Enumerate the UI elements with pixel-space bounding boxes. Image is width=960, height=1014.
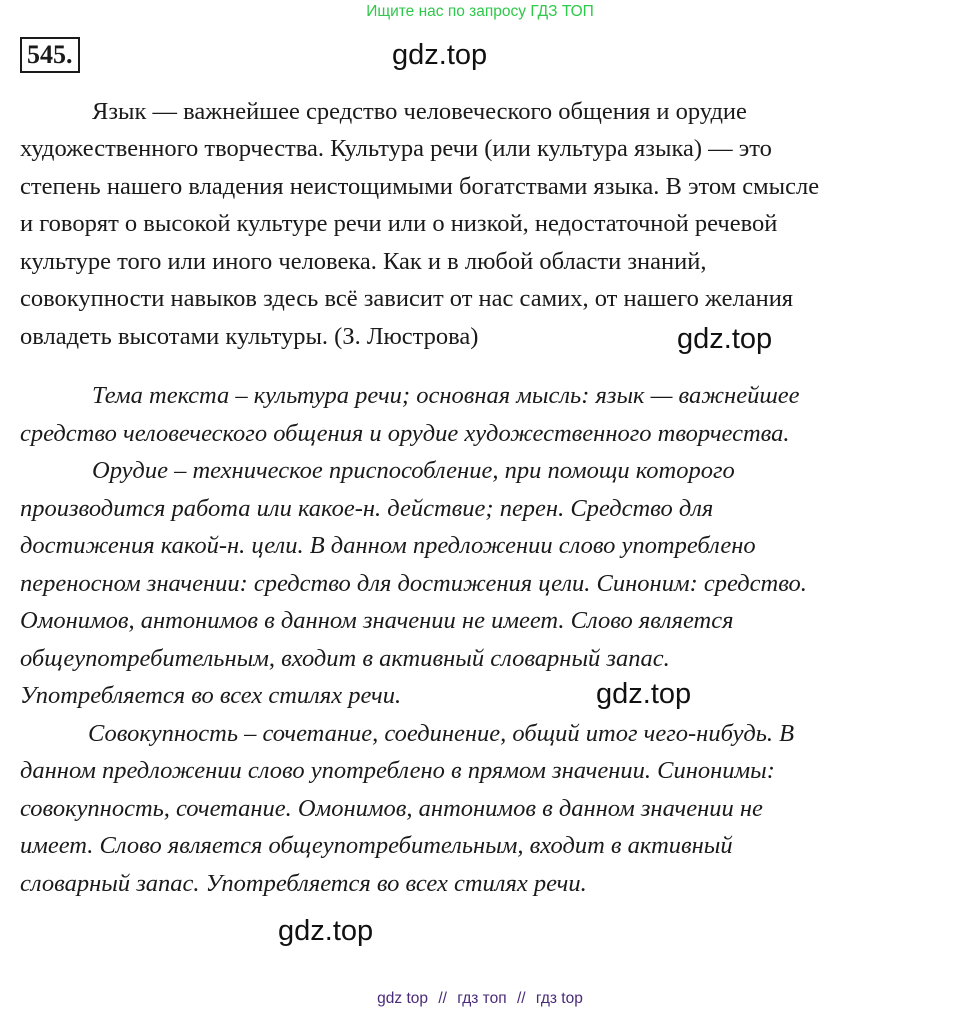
answer-line: Употребляется во всех стилях речи.	[20, 682, 402, 709]
answer-line: словарный запас. Употребляется во всех стилях речи.	[20, 870, 587, 897]
text-line: Язык — важнейшее средство человеческого общения и орудие	[92, 98, 747, 125]
top-banner-link[interactable]: Ищите нас по запросу ГДЗ ТОП	[366, 3, 594, 20]
text-line: и говорят о высокой культуре речи или о низкой, недостаточной речевой	[20, 210, 778, 237]
answer-line: Орудие – техническое приспособление, при помощи которого	[92, 457, 735, 484]
answer-line: общеупотребительным, входит в активный словарный запас.	[20, 645, 670, 672]
answer-line: совокупность, сочетание. Омонимов, антонимов в данном значении не	[20, 795, 763, 822]
footer-separator: //	[516, 990, 526, 1007]
answer-line: имеет. Слово является общеупотребительным, входит в активный	[20, 832, 733, 859]
task-number: 545.	[20, 37, 80, 73]
text-line: овладеть высотами культуры. (З. Люстрова)	[20, 323, 479, 350]
answer-line: средство человеческого общения и орудие художественного творчества.	[20, 420, 790, 447]
watermark: gdz.top	[596, 678, 692, 710]
footer-link-gdz-top[interactable]: gdz top	[377, 990, 429, 1007]
answer-line: Тема текста – культура речи; основная мысль: язык — важнейшее	[92, 382, 800, 409]
answer-line: Омонимов, антонимов в данном значении не имеет. Слово является	[20, 607, 734, 634]
text-line: культуре того или иного человека. Как и в любой области знаний,	[20, 248, 707, 275]
footer-link-gdz-top-ru[interactable]: гдз топ	[457, 990, 507, 1007]
footer-separator: //	[438, 990, 447, 1007]
footer-links	[0, 988, 960, 1010]
answer-line: производится работа или какое-н. действие; перен. Средство для	[20, 495, 714, 522]
answer-line: переносном значении: средство для достижения цели. Синоним: средство.	[20, 570, 807, 597]
answer-line: Совокупность – сочетание, соединение, общий итог чего-нибудь. В	[88, 720, 795, 747]
watermark: gdz.top	[677, 323, 773, 355]
answer-line: данном предложении слово употреблено в прямом значении. Синонимы:	[20, 757, 775, 784]
watermark: gdz.top	[278, 915, 374, 947]
text-line: художественного творчества. Культура речи (или культура языка) — это	[20, 135, 772, 162]
text-line: совокупности навыков здесь всё зависит от нас самих, от нашего желания	[20, 285, 794, 312]
answer-line: достижения какой-н. цели. В данном предложении слово употреблено	[20, 532, 756, 559]
watermark: gdz.top	[392, 39, 488, 71]
footer-link-gdz-top-mixed[interactable]: гдз top	[535, 990, 583, 1007]
text-line: степень нашего владения неистощимыми богатствами языка. В этом смысле	[20, 173, 820, 200]
